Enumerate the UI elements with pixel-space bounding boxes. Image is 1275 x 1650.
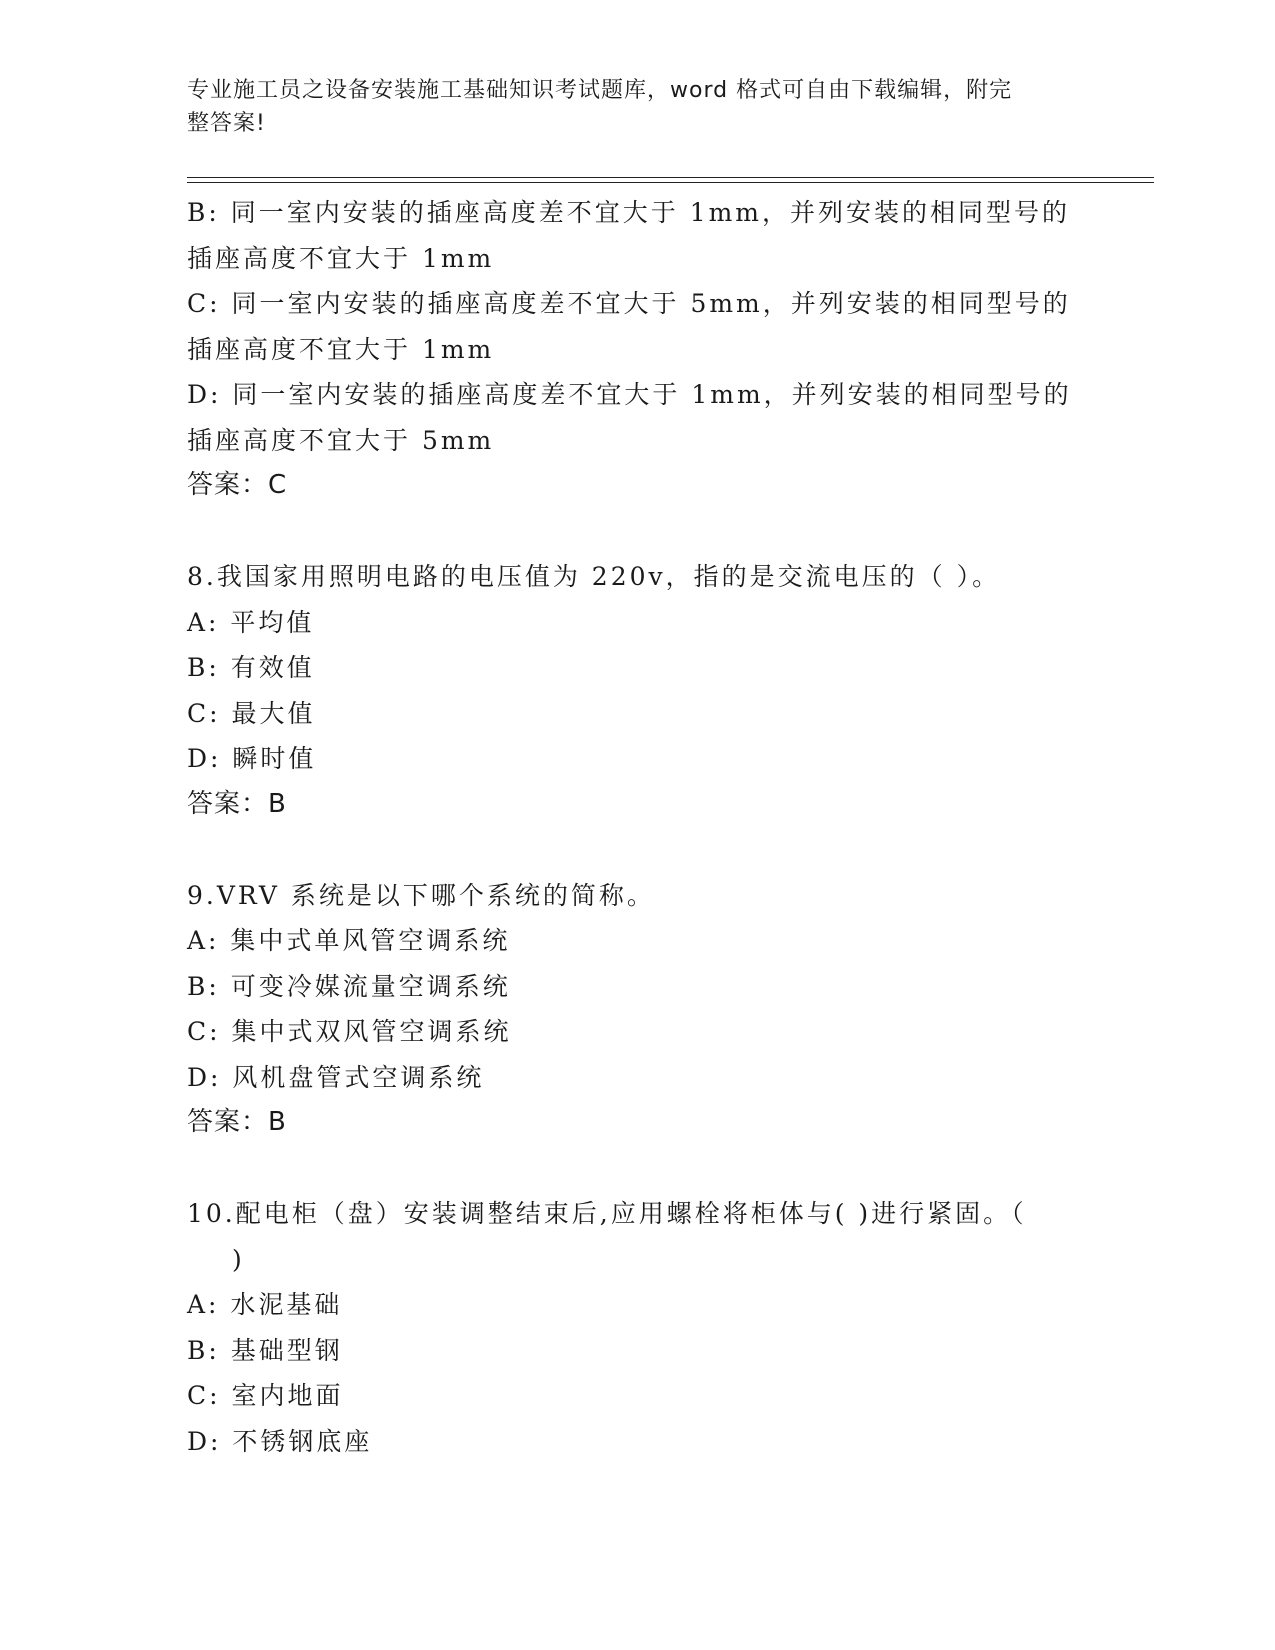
option-d: D: 不锈钢底座 [187,1426,373,1456]
option-d: D: 瞬时值 [187,744,317,773]
option-d-line-2: 插座高度不宜大于 5mm [187,425,495,455]
option-c-line-1: C: 同一室内安装的插座高度差不宜大于 5mm，并列安装的相同型号的 [187,289,1071,318]
spacer [187,509,1087,555]
question-stem: 8.我国家用照明电路的电压值为 220v，指的是交流电压的（ ）。 [187,562,1001,591]
option-a: A: 集中式单风管空调系统 [187,926,511,955]
option-b: B: 可变冷媒流量空调系统 [187,971,511,1001]
answer: 答案：B [187,1107,287,1137]
option-b: B: 基础型钢 [187,1335,343,1365]
header-title-line-2: 整答案! [187,111,266,136]
question-stem-line-1: 10.配电柜（盘）安装调整结束后,应用螺栓将柜体与( )进行紧固。（ [187,1199,1027,1228]
spacer [187,827,1087,873]
header-title-line-1: 专业施工员之设备安装施工基础知识考试题库，word 格式可自由下载编辑，附完 [187,78,1013,103]
header-divider-top [187,177,1154,178]
question-7-tail [187,190,1087,509]
option-b: B: 有效值 [187,653,315,682]
question-8 [187,554,1087,827]
question-10 [187,1191,1087,1464]
document-header [187,74,1067,140]
question-stem-line-2: ) [232,1244,245,1274]
question-9 [187,873,1087,1146]
answer: 答案：C [187,470,288,500]
option-d-line-1: D: 同一室内安装的插座高度差不宜大于 1mm，并列安装的相同型号的 [187,380,1072,409]
option-b-line-2: 插座高度不宜大于 1mm [187,243,495,273]
question-stem: 9.VRV 系统是以下哪个系统的简称。 [187,880,655,910]
option-b-line-1: B: 同一室内安装的插座高度差不宜大于 1mm，并列安装的相同型号的 [187,198,1071,227]
spacer [187,1146,1087,1192]
option-a: A: 平均值 [187,607,315,637]
option-c: C: 集中式双风管空调系统 [187,1017,512,1046]
option-a: A: 水泥基础 [187,1290,343,1319]
option-c: C: 最大值 [187,698,316,728]
question-content [187,190,1087,1464]
option-c-line-2: 插座高度不宜大于 1mm [187,334,495,364]
answer: 答案：B [187,788,287,819]
header-divider-bottom [187,182,1154,183]
option-c: C: 室内地面 [187,1381,344,1410]
option-d: D: 风机盘管式空调系统 [187,1062,485,1092]
